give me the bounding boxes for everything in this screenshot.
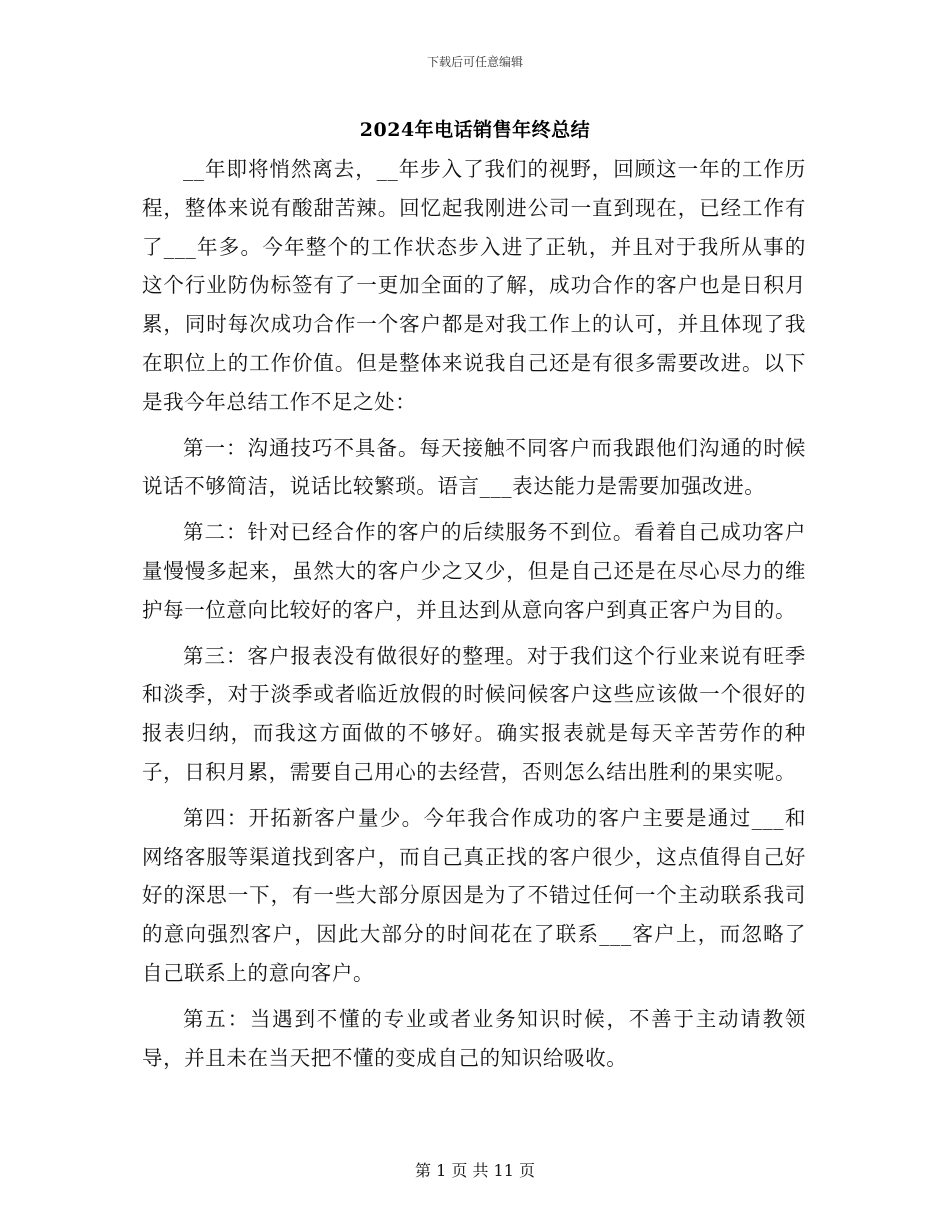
paragraph-point-3: 第三：客户报表没有做很好的整理。对于我们这个行业来说有旺季和淡季，对于淡季或者临近放假的时候问候客户这些应该做一个很好的报表归纳，而我这方面做的不够好。确实报表就是每天辛苦劳作的种子，日积月累，需要自己用心的去经营，否则怎么结出胜利的果实呢。 <box>142 643 806 784</box>
document-title: 2024年电话销售年终总结 <box>359 119 591 141</box>
paragraph-intro: __年即将悄然离去，__年步入了我们的视野，回顾这一年的工作历程，整体来说有酸甜苦辣。回忆起我刚进公司一直到现在，已经工作有了___年多。今年整个的工作状态步入进了正轨，并且对于我所从事的这个行业防伪标签有了一更加全面的了解，成功合作的客户也是日积月累，同时每次成功合作一个客户都是对我工作上的认可，并且体现了我在职位上的工作价值。但是整体来说我自己还是有很多需要改进。以下是我今年总结工作不足之处： <box>142 157 806 414</box>
page-number-footer: 第 1 页 共 11 页 <box>415 1161 535 1180</box>
document-body <box>142 150 806 1084</box>
paragraph-point-2: 第二：针对已经合作的客户的后续服务不到位。看着自己成功客户量慢慢多起来，虽然大的客户少之又少，但是自己还是在尽心尽力的维护每一位意向比较好的客户，并且达到从意向客户到真正客户为目的。 <box>142 520 806 622</box>
page-header-note: 下载后可任意编辑 <box>426 55 523 69</box>
paragraph-point-4: 第四：开拓新客户量少。今年我合作成功的客户主要是通过___和网络客服等渠道找到客户，而自己真正找的客户很少，这点值得自己好好的深思一下，有一些大部分原因是为了不错过任何一个主动联系我司的意向强烈客户，因此大部分的时间花在了联系___客户上，而忽略了自己联系上的意向客户。 <box>142 805 806 985</box>
paragraph-point-1: 第一：沟通技巧不具备。每天接触不同客户而我跟他们沟通的时候说话不够简洁，说话比较繁琐。语言___表达能力是需要加强改进。 <box>142 435 806 499</box>
paragraph-point-5: 第五：当遇到不懂的专业或者业务知识时候，不善于主动请教领导，并且未在当天把不懂的变成自己的知识给吸收。 <box>142 1006 806 1070</box>
